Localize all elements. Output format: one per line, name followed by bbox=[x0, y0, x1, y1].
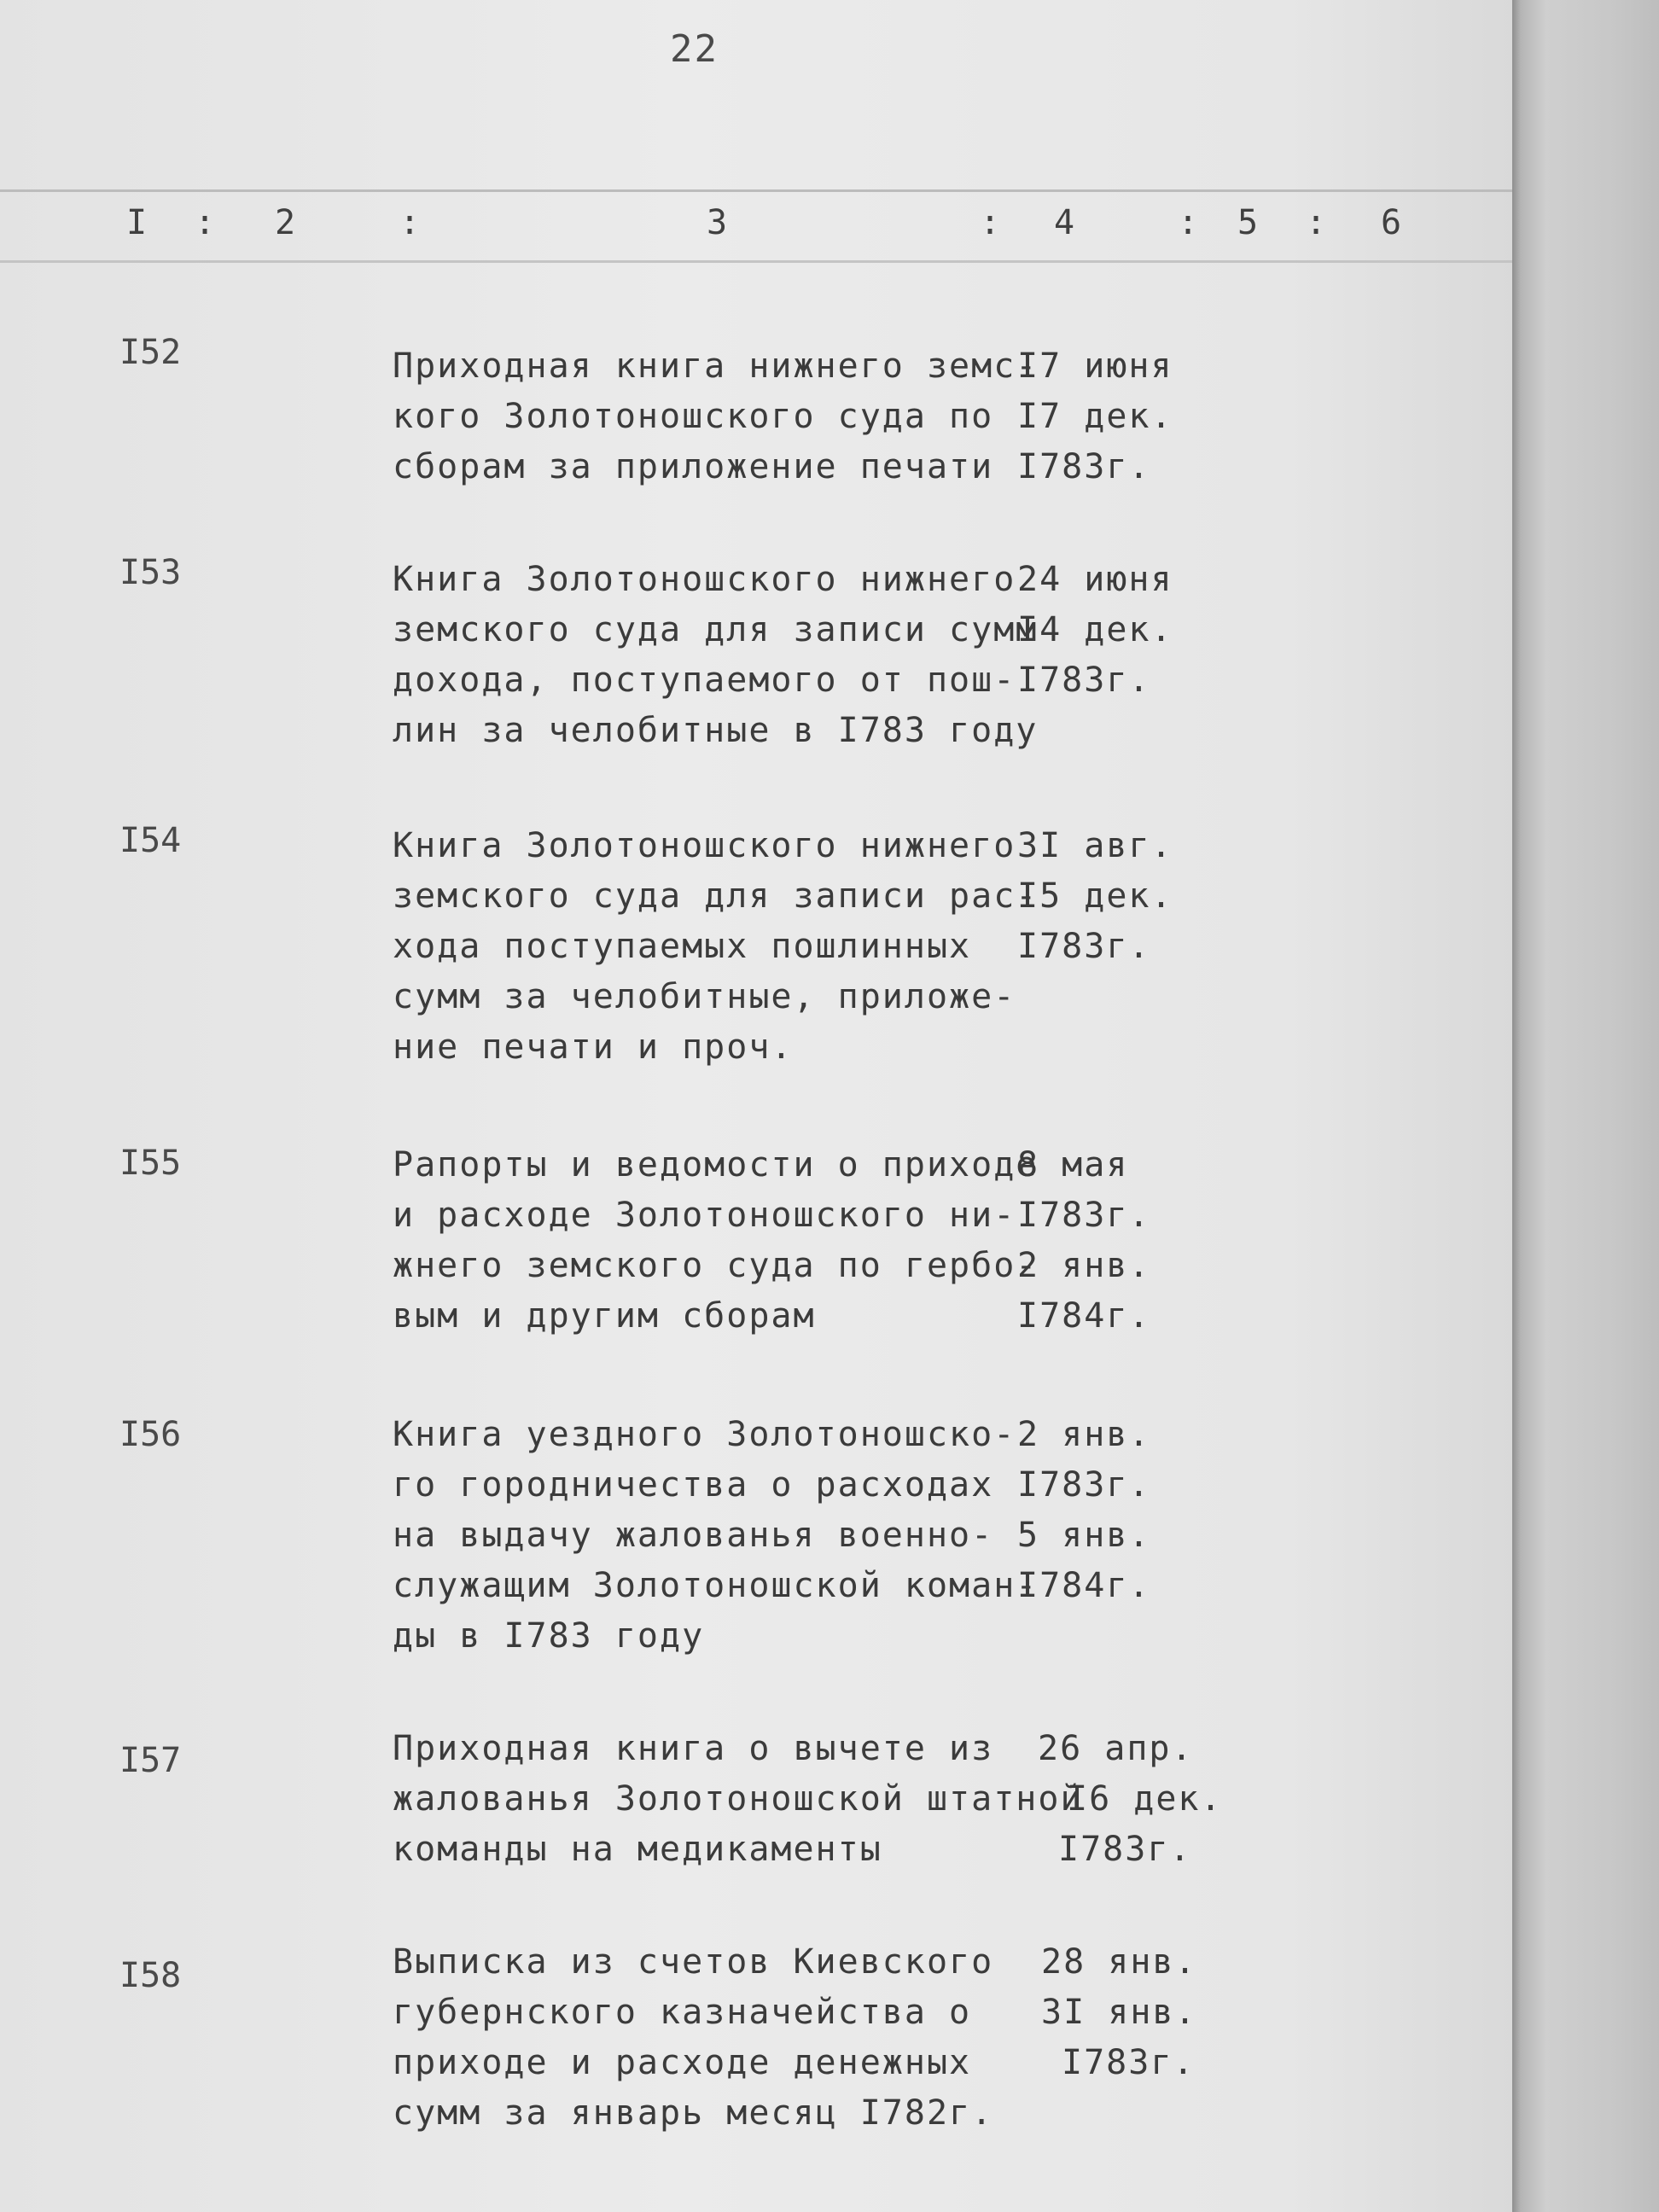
column-separator: : bbox=[1178, 203, 1199, 242]
date-line: I783г. bbox=[1017, 447, 1151, 486]
date-line: 3I авг. bbox=[1017, 826, 1173, 865]
date-line: I5 дек. bbox=[1017, 876, 1173, 916]
date-line: I784г. bbox=[1017, 1566, 1151, 1605]
date-line: 8 мая bbox=[1017, 1145, 1129, 1185]
entry-title bbox=[393, 1140, 1041, 1342]
title-line: Книга Золотоношского нижнего bbox=[393, 826, 1016, 865]
date-line: I783г. bbox=[1058, 1830, 1192, 1869]
date-line: I783г. bbox=[1017, 927, 1151, 966]
title-line: дохода, поступаемого от пош- bbox=[393, 661, 1016, 700]
title-line: ды в I783 году bbox=[393, 1616, 705, 1656]
date-line: I7 дек. bbox=[1017, 397, 1173, 436]
column-separator: : bbox=[399, 203, 421, 242]
title-line: сумм за январь месяц I782г. bbox=[393, 2093, 994, 2133]
title-line: вым и другим сборам bbox=[393, 1296, 816, 1336]
title-line: земского суда для записи рас- bbox=[393, 876, 1039, 916]
entry-dates bbox=[1017, 821, 1214, 972]
entry-title bbox=[393, 821, 1041, 1073]
date-line: 2 янв. bbox=[1017, 1246, 1151, 1285]
entry-number: I57 bbox=[119, 1741, 182, 1780]
entry-number: I52 bbox=[119, 333, 182, 372]
title-line: ние печати и проч. bbox=[393, 1027, 794, 1067]
title-line: Приходная книга о вычете из bbox=[393, 1729, 994, 1768]
title-line: Выписка из счетов Киевского bbox=[393, 1942, 994, 1982]
title-line: команды на медикаменты bbox=[393, 1830, 882, 1869]
entry-title bbox=[393, 1410, 1041, 1662]
column-separator: : bbox=[195, 203, 216, 242]
title-line: Приходная книга нижнего земс- bbox=[393, 346, 1039, 386]
date-line: I783г. bbox=[1017, 661, 1151, 700]
entry-dates bbox=[1017, 1140, 1214, 1342]
entry-title bbox=[393, 1937, 1041, 2139]
date-line: 26 апр. bbox=[1038, 1729, 1194, 1768]
title-line: Книга уездного Золотоношско- bbox=[393, 1415, 1016, 1454]
entry-number: I53 bbox=[119, 553, 182, 592]
title-line: приходе и расходе денежных bbox=[393, 2043, 972, 2082]
column-separator: : bbox=[980, 203, 1001, 242]
date-line: I4 дек. bbox=[1017, 610, 1173, 649]
entry-dates bbox=[1041, 1937, 1237, 2088]
column-1-header: I bbox=[126, 203, 148, 242]
title-line: жалованья Золотоношской штатной bbox=[393, 1779, 1083, 1819]
date-line: I784г. bbox=[1017, 1296, 1151, 1336]
column-separator: : bbox=[1306, 203, 1327, 242]
title-line: Книга Золотоношского нижнего bbox=[393, 560, 1016, 599]
title-line: хода поступаемых пошлинных bbox=[393, 927, 972, 966]
entry-title bbox=[393, 341, 1041, 492]
title-line: сумм за челобитные, приложе- bbox=[393, 977, 1016, 1016]
date-line: 28 янв. bbox=[1041, 1942, 1197, 1982]
entry-title bbox=[393, 1724, 1083, 1875]
entry-dates bbox=[1017, 341, 1214, 492]
entry-dates bbox=[1017, 555, 1214, 706]
page-number: 22 bbox=[670, 27, 719, 71]
entry-dates bbox=[1017, 1410, 1214, 1611]
binding-edge bbox=[1512, 0, 1659, 2212]
title-line: го городничества о расходах bbox=[393, 1465, 994, 1505]
title-line: жнего земского суда по гербо- bbox=[393, 1246, 1039, 1285]
date-line: 24 июня bbox=[1017, 560, 1173, 599]
date-line: I783г. bbox=[1062, 2043, 1196, 2082]
column-5-header: 5 bbox=[1237, 203, 1259, 242]
date-line: I6 дек. bbox=[1067, 1779, 1223, 1819]
column-2-header: 2 bbox=[275, 203, 296, 242]
date-line: 2 янв. bbox=[1017, 1415, 1151, 1454]
date-line: I783г. bbox=[1017, 1465, 1151, 1505]
column-6-header: 6 bbox=[1381, 203, 1402, 242]
entry-number: I55 bbox=[119, 1144, 182, 1183]
title-line: Рапорты и ведомости о приходе bbox=[393, 1145, 1039, 1185]
title-line: земского суда для записи сумм bbox=[393, 610, 1039, 649]
column-header-band bbox=[0, 189, 1512, 263]
date-line: 3I янв. bbox=[1041, 1993, 1197, 2032]
entry-number: I58 bbox=[119, 1956, 182, 1995]
date-line: I7 июня bbox=[1017, 346, 1173, 386]
entry-number: I54 bbox=[119, 821, 182, 860]
title-line: на выдачу жалованья военно- bbox=[393, 1516, 994, 1555]
date-line: 5 янв. bbox=[1017, 1516, 1151, 1555]
title-line: и расходе Золотоношского ни- bbox=[393, 1196, 1016, 1235]
title-line: лин за челобитные в I783 году bbox=[393, 711, 1039, 750]
title-line: сборам за приложение печати bbox=[393, 447, 994, 486]
column-3-header: 3 bbox=[707, 203, 728, 242]
date-line: I783г. bbox=[1017, 1196, 1151, 1235]
entry-number: I56 bbox=[119, 1415, 182, 1454]
entry-dates bbox=[1038, 1724, 1234, 1875]
title-line: губернского казначейства о bbox=[393, 1993, 972, 2032]
entry-title bbox=[393, 555, 1041, 756]
column-4-header: 4 bbox=[1054, 203, 1075, 242]
title-line: служащим Золотоношской коман- bbox=[393, 1566, 1039, 1605]
title-line: кого Золотоношского суда по bbox=[393, 397, 994, 436]
